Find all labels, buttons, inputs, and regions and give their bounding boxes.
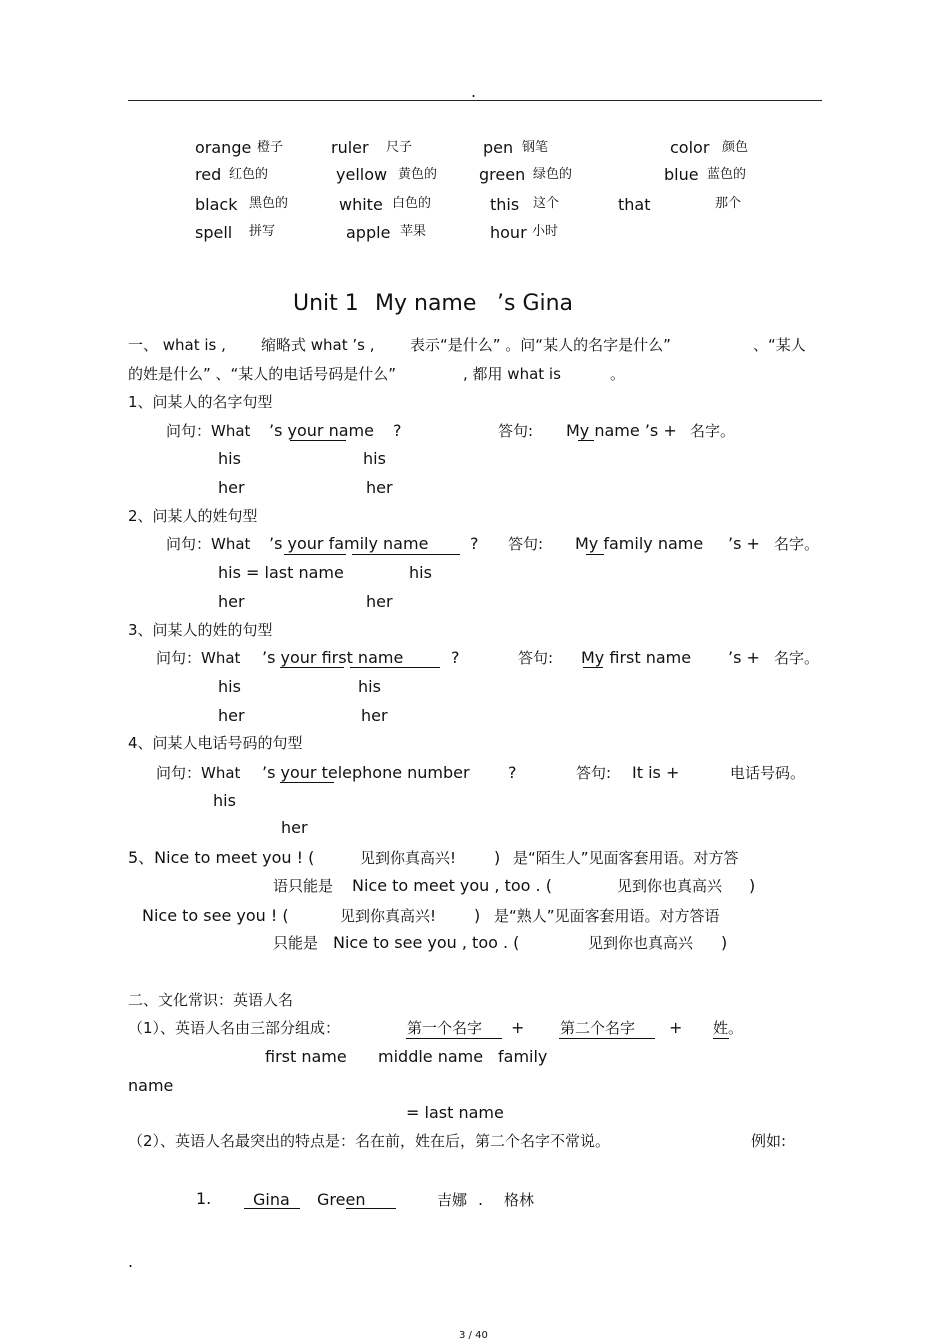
vocab-meaning: 苹果: [400, 224, 427, 239]
answer-tail: 名字。: [690, 422, 736, 440]
answer-underline: [352, 554, 460, 555]
question-mark: ?: [470, 534, 479, 553]
example-last-name: Green: [317, 1190, 366, 1209]
footer-dot: .: [128, 1252, 134, 1271]
name-term: name: [128, 1076, 174, 1095]
vocab-meaning: 颜色: [722, 140, 749, 155]
culture-text: 例如:: [751, 1132, 787, 1150]
vocab-word: pen: [483, 138, 514, 157]
answer-tail: 名字。: [774, 535, 820, 553]
intro-text: 的姓是什么” 、“某人的电话号码是什么”: [128, 365, 397, 383]
question-mark: ?: [451, 648, 460, 667]
name-part: 姓。: [713, 1019, 744, 1037]
greeting-text: 见到你真高兴!: [340, 907, 437, 925]
plus-sign: +: [669, 1018, 683, 1037]
pronoun: her: [218, 478, 245, 497]
answer-underline: [586, 554, 604, 555]
answer-label: 答句:: [518, 649, 554, 667]
question-text: ’s your name: [269, 421, 374, 440]
vocab-meaning: 黄色的: [398, 167, 438, 182]
section-heading: 4、问某人电话号码的句型: [128, 734, 303, 752]
vocab-meaning: 白色的: [392, 196, 432, 211]
intro-text: , 都用 what is: [463, 365, 561, 383]
culture-text: （2）、英语人名最突出的特点是：名在前，姓在后，第二个名字不常说。: [128, 1132, 611, 1150]
section-heading: 1、问某人的名字句型: [128, 393, 273, 411]
vocab-word: this: [490, 195, 520, 214]
answer-text: It is +: [632, 763, 680, 782]
vocab-word: orange: [195, 138, 252, 157]
pronoun: her: [281, 818, 308, 837]
answer-underline: [346, 1208, 396, 1209]
intro-text: 。: [610, 365, 626, 383]
vocab-meaning: 那个: [715, 196, 742, 211]
example-first-name: Gina: [253, 1190, 290, 1209]
answer-text: ’s +: [728, 534, 760, 553]
culture-text: （1）、英语人名由三部分组成：: [128, 1019, 341, 1037]
vocab-word: blue: [664, 165, 699, 184]
question-mark: ?: [393, 421, 402, 440]
question-text: ’s your telephone number: [262, 763, 470, 782]
pronoun: her: [218, 592, 245, 611]
name-part: 第一个名字: [407, 1019, 483, 1037]
vocab-word: green: [479, 165, 526, 184]
pronoun: her: [366, 592, 393, 611]
page-number: 3 / 40: [459, 1330, 488, 1341]
vocab-word: color: [670, 138, 710, 157]
intro-text: 表示“是什么” 。问“某人的名字是什么”: [410, 336, 671, 354]
header-dot: .: [471, 82, 477, 101]
greeting-text: ): [474, 906, 481, 925]
question-mark: ?: [508, 763, 517, 782]
greeting-text: 只能是: [273, 934, 319, 952]
answer-text: My first name: [581, 648, 692, 667]
name-term: first name: [265, 1047, 347, 1066]
vocab-meaning: 绿色的: [533, 167, 573, 182]
vocab-word: red: [195, 165, 222, 184]
pronoun: his: [218, 677, 241, 696]
answer-underline: [284, 554, 346, 555]
unit-title-part-2: My name: [375, 291, 477, 316]
greeting-text: 见到你也真高兴: [617, 877, 723, 895]
answer-underline: [280, 782, 334, 783]
vocab-word: spell: [195, 223, 233, 242]
answer-underline: [406, 1038, 502, 1039]
pronoun: his: [213, 791, 236, 810]
intro-text: 、“某人: [753, 336, 806, 354]
greeting-text: 是“熟人”见面客套用语。对方答语: [494, 907, 720, 925]
example-chinese: 格林: [504, 1191, 535, 1209]
pronoun: his: [358, 677, 381, 696]
answer-label: 答句:: [508, 535, 544, 553]
pronoun: her: [218, 706, 245, 725]
vocab-word: hour: [490, 223, 527, 242]
greeting-text: ): [494, 848, 501, 867]
vocab-meaning: 橙子: [257, 140, 284, 155]
answer-label: 答句:: [576, 764, 612, 782]
greeting-text: 见到你真高兴!: [360, 849, 457, 867]
answer-underline: [559, 1038, 655, 1039]
vocab-word: that: [618, 195, 651, 214]
question-label: 问句：What: [156, 649, 241, 667]
answer-underline: [578, 440, 594, 441]
answer-text: My name ’s +: [566, 421, 677, 440]
vocab-meaning: 蓝色的: [707, 167, 747, 182]
unit-title-part-3: ’s Gina: [497, 291, 574, 316]
answer-text: ’s +: [728, 648, 760, 667]
question-text: ’s your family name: [269, 534, 429, 553]
pronoun: her: [361, 706, 388, 725]
answer-tail: 电话号码。: [730, 764, 806, 782]
vocab-meaning: 钢笔: [522, 140, 549, 155]
greeting-text: ): [749, 876, 756, 895]
example-chinese: 吉娜: [437, 1191, 468, 1209]
greeting-text: Nice to see you , too . (: [333, 933, 520, 952]
vocab-word: apple: [346, 223, 391, 242]
question-label: 问句：What: [166, 535, 251, 553]
section-heading: 二、文化常识：英语人名: [128, 991, 294, 1009]
greeting-text: 是“陌生人”见面客套用语。对方答: [513, 849, 739, 867]
name-part: 第二个名字: [560, 1019, 636, 1037]
answer-text: My family name: [575, 534, 704, 553]
greeting-text: ): [721, 933, 728, 952]
intro-text: 缩略式 what ’s ,: [261, 336, 375, 354]
answer-label: 答句:: [498, 422, 534, 440]
greeting-text: Nice to see you ! (: [142, 906, 289, 925]
pronoun: her: [366, 478, 393, 497]
vocab-word: yellow: [336, 165, 388, 184]
answer-underline: [280, 667, 344, 668]
vocab-meaning: 拼写: [249, 224, 276, 239]
greeting-text: 5、Nice to meet you ! (: [128, 848, 315, 867]
greeting-text: 见到你也真高兴: [588, 934, 694, 952]
example-number: 1.: [196, 1189, 212, 1208]
example-dot: .: [478, 1190, 484, 1209]
answer-underline: [713, 1038, 729, 1039]
header-rule: [128, 100, 822, 101]
pronoun: his: [218, 449, 241, 468]
greeting-text: 语只能是: [273, 877, 334, 895]
answer-underline: [350, 667, 440, 668]
plus-sign: +: [511, 1018, 525, 1037]
vocab-meaning: 尺子: [386, 140, 413, 155]
section-heading: 3、问某人的姓的句型: [128, 621, 273, 639]
answer-underline: [583, 667, 603, 668]
answer-underline: [244, 1208, 300, 1209]
question-text: ’s your first name: [262, 648, 404, 667]
vocab-meaning: 黑色的: [249, 196, 289, 211]
vocab-meaning: 小时: [532, 224, 559, 239]
pronoun: his: [409, 563, 432, 582]
name-term: family: [498, 1047, 548, 1066]
pronoun: his = last name: [218, 563, 344, 582]
greeting-text: Nice to meet you , too . (: [352, 876, 552, 895]
section-heading: 2、问某人的姓句型: [128, 507, 258, 525]
name-term: middle name: [378, 1047, 484, 1066]
question-label: 问句：What: [166, 422, 251, 440]
intro-text: 一、 what is ,: [128, 336, 226, 354]
vocab-word: white: [339, 195, 383, 214]
name-term: = last name: [406, 1103, 504, 1122]
question-label: 问句：What: [156, 764, 241, 782]
answer-underline: [290, 440, 346, 441]
vocab-word: ruler: [331, 138, 369, 157]
pronoun: his: [363, 449, 386, 468]
vocab-word: black: [195, 195, 238, 214]
answer-tail: 名字。: [774, 649, 820, 667]
unit-title-part-1: Unit 1: [293, 291, 359, 316]
vocab-meaning: 这个: [533, 196, 560, 211]
vocab-meaning: 红色的: [229, 167, 269, 182]
